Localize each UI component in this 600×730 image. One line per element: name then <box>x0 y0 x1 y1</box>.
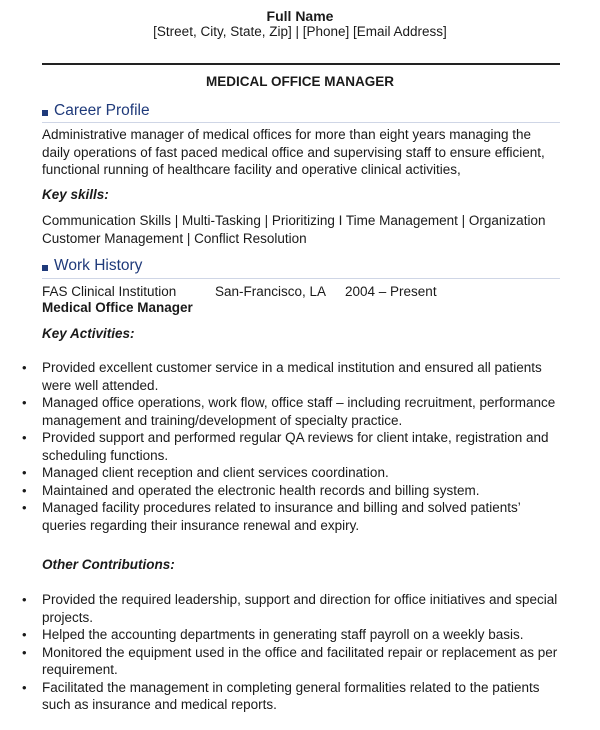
activities-list <box>20 359 565 534</box>
square-bullet-icon <box>42 110 48 116</box>
skills-line-2: Customer Management | Conflict Resolution <box>42 231 307 246</box>
career-summary: Administrative manager of medical offices for more than eight years managing the daily operations of fast paced medical office and supervising staff to ensure efficient, functional running of healthcare facility and operative clinical activities, <box>42 127 545 177</box>
list-item-text: Facilitated the management in completing general formalities related to the patients such as insurance and medical reports. <box>42 679 540 712</box>
section-heading-label: Career Profile <box>54 102 150 119</box>
bullet-icon: • <box>22 592 27 607</box>
bullet-icon: • <box>22 360 27 375</box>
bullet-icon: • <box>22 679 27 695</box>
list-item <box>20 499 565 534</box>
list-item-text: Managed client reception and client services coordination. <box>42 465 389 480</box>
work-history-heading <box>42 257 560 275</box>
bullet-icon: • <box>22 482 27 498</box>
list-item <box>20 626 565 644</box>
section-heading-label: Work History <box>54 257 143 274</box>
skills-line-1: Communication Skills | Multi-Tasking | Prioritizing I Time Management | Organization <box>42 213 546 228</box>
list-item-text: Maintained and operated the electronic health records and billing system. <box>42 482 480 498</box>
document-title: MEDICAL OFFICE MANAGER <box>206 74 394 89</box>
list-item <box>20 359 565 394</box>
bullet-icon: • <box>22 500 27 515</box>
bullet-icon: • <box>22 465 27 480</box>
bullet-icon: • <box>22 627 27 642</box>
square-bullet-icon <box>42 265 48 271</box>
list-item <box>20 591 565 626</box>
employer-name: FAS Clinical Institution <box>42 284 177 299</box>
bullet-icon: • <box>22 644 27 660</box>
job-dates: 2004 – Present <box>345 284 437 299</box>
job-title: Medical Office Manager <box>42 300 193 315</box>
list-item <box>20 394 565 429</box>
list-item <box>20 679 565 714</box>
bullet-icon: • <box>22 395 27 410</box>
section-divider <box>42 122 560 123</box>
list-item-text: Helped the accounting departments in generating staff payroll on a weekly basis. <box>42 627 524 642</box>
job-location: San-Francisco, LA <box>215 284 327 299</box>
list-item <box>20 464 565 482</box>
other-contributions-label: Other Contributions: <box>42 557 175 572</box>
list-item <box>20 644 565 679</box>
contact-line: [Street, City, State, Zip] | [Phone] [Email Address] <box>153 24 447 39</box>
header-divider <box>42 63 560 65</box>
list-item <box>20 482 565 500</box>
full-name: Full Name <box>266 8 334 24</box>
list-item-text: Provided excellent customer service in a medical institution and ensured all patients were well attended. <box>42 360 542 393</box>
section-divider <box>42 278 560 279</box>
key-skills-label: Key skills: <box>42 187 109 202</box>
key-activities-label: Key Activities: <box>42 326 135 341</box>
contributions-list <box>20 591 565 714</box>
list-item <box>20 429 565 464</box>
career-profile-heading <box>42 102 560 120</box>
list-item-text: Provided the required leadership, support and direction for office initiatives and special projects. <box>42 592 558 625</box>
list-item-text: Provided support and performed regular QA reviews for client intake, registration and scheduling functions. <box>42 430 549 463</box>
list-item-text: Monitored the equipment used in the office and facilitated repair or replacement as per requirement. <box>42 644 558 677</box>
list-item-text: Managed office operations, work flow, office staff – including recruitment, performance management and training/development of specialty practice. <box>42 395 556 428</box>
bullet-icon: • <box>22 430 27 445</box>
list-item-text: Managed facility procedures related to insurance and billing and solved patients’ queries regarding their insurance renewal and expiry. <box>42 500 521 533</box>
